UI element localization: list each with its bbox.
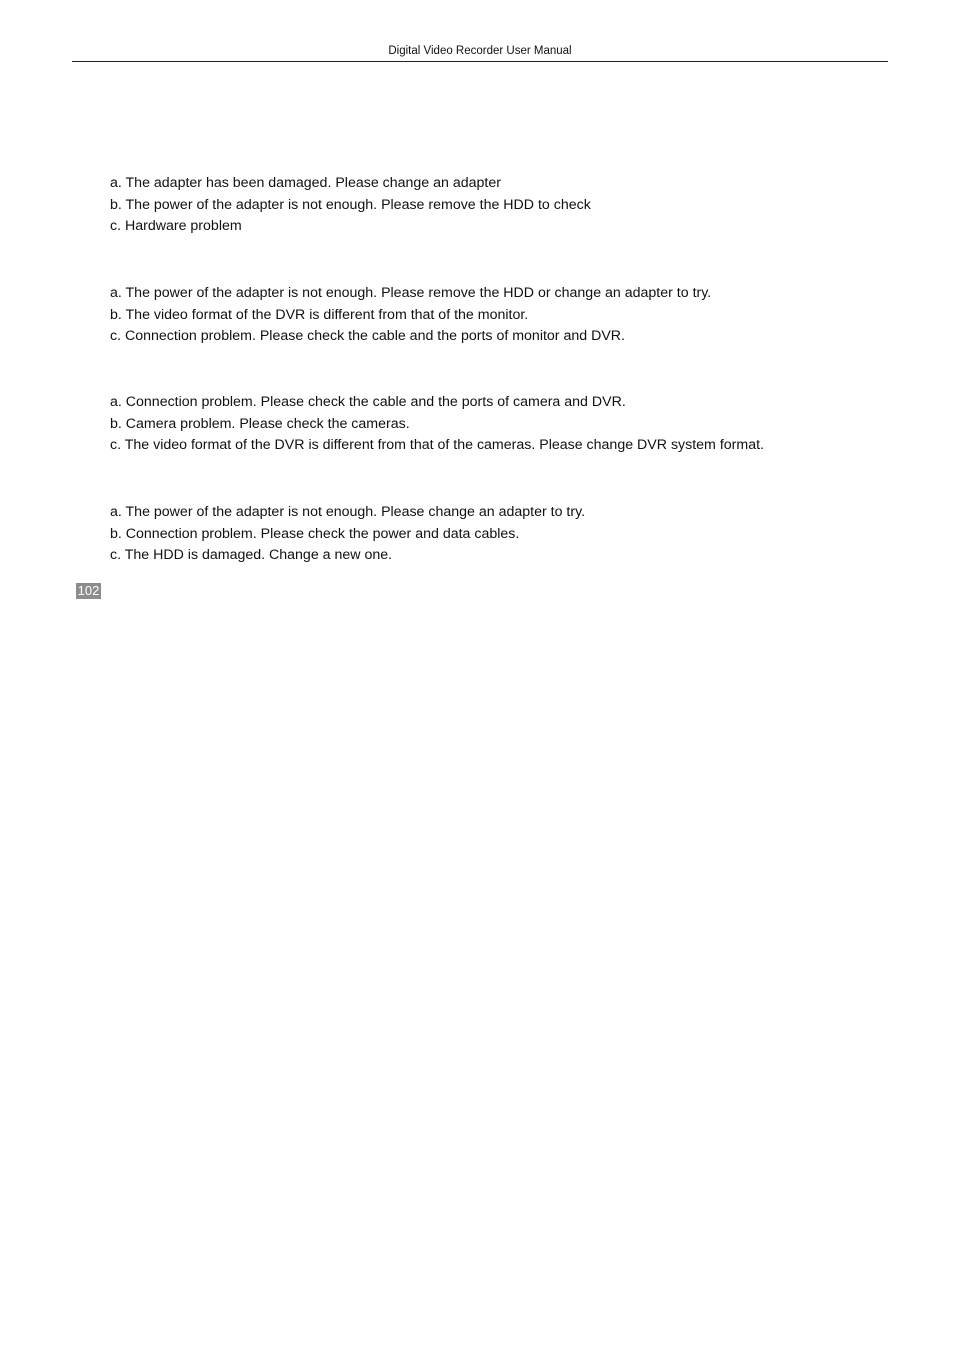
list-item: a. The adapter has been damaged. Please change an adapter — [110, 175, 501, 191]
list-item: b. Camera problem. Please check the cameras. — [110, 415, 410, 432]
list-item: a. The power of the adapter is not enough. Please remove the HDD or change an adapter to try. — [110, 285, 712, 301]
list-item: b. Connection problem. Please check the power and data cables. — [110, 525, 520, 542]
list-item: c. Connection problem. Please check the cable and the ports of monitor and DVR. — [110, 328, 625, 344]
list-item: a. Connection problem. Please check the cable and the ports of camera and DVR. — [110, 394, 626, 410]
list-item: c. Hardware problem — [110, 218, 242, 234]
list-item: b. The power of the adapter is not enough. Please remove the HDD to check — [110, 196, 591, 213]
list-item: c. The video format of the DVR is different from that of the cameras. Please change DVR system format. — [110, 437, 764, 453]
page-header — [72, 44, 888, 62]
page-number: 102 — [77, 583, 100, 598]
troubleshoot-section-3 — [110, 392, 870, 457]
list-item: c. The HDD is damaged. Change a new one. — [110, 547, 393, 563]
list-item: b. The video format of the DVR is different from that of the monitor. — [110, 306, 529, 323]
troubleshoot-section-2 — [110, 283, 870, 348]
header-title: Digital Video Recorder User Manual — [388, 45, 572, 57]
troubleshoot-section-1 — [110, 173, 870, 238]
troubleshoot-section-4 — [110, 502, 870, 567]
list-item: a. The power of the adapter is not enough. Please change an adapter to try. — [110, 504, 586, 520]
